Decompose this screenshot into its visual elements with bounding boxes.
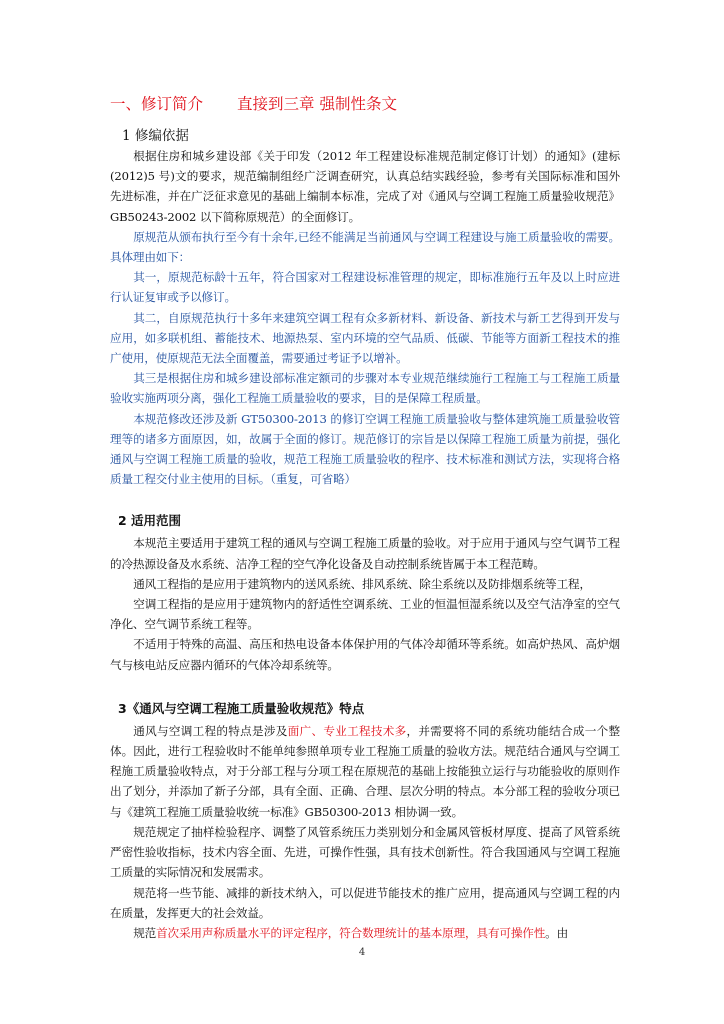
- jump-to-chapter3-link[interactable]: 直接到三章 强制性条文: [237, 95, 397, 113]
- heading-main: 一、修订简介: [110, 95, 204, 113]
- document-page: [110, 88, 620, 943]
- highlight-text: 首次采用声称质量水平的评定程序，符合数理统计的基本原理，具有可操作性: [156, 925, 546, 940]
- section1-para2: 原规范从颁布执行至今有十余年,已经不能满足当前通风与空调工程建设与施工质量验收的需要。具体理由如下：: [110, 229, 620, 265]
- section3-para3: 规范将一些节能、减排的新技术纳入，可以促进节能技术的推广应用，提高通风与空调工程的内在质量，发挥更大的社会效益。: [110, 885, 620, 920]
- section1-title: 1 修编依据: [122, 128, 189, 144]
- section3-para2: 规范规定了抽样检验程序、调整了风管系统压力类别划分和金属风管板材厚度、提高了风管系统严密性验收指标，技术内容全面、先进，可操作性强，具有技术创新性。符合我国通风与空调工程施工质量的实际情况和发展需求。: [110, 824, 620, 880]
- section2-para4: 不适用于特殊的高温、高压和热电设备本体保护用的气体冷却循环等系统。如高炉热风、高炉烟气与核电站反应器内循环的气体冷却系统等。: [110, 637, 620, 672]
- section1-para5: 其三是根据住房和城乡建设部标准定额司的步骤对本专业规范继续施行工程施工与工程施工质量验收实施两项分离，强化工程施工质量验收的要求，目的是保障工程质量。: [110, 371, 620, 406]
- section1-para3: 其一，原规范标龄十五年，符合国家对工程建设标准管理的规定，即标准施行五年及以上时应进行认证复审或予以修订。: [110, 270, 620, 305]
- section1-para1: 根据住房和城乡建设部《关于印发（2012 年工程建设标准规范制定修订计划）的通知》(建标(2012)5 号)文的要求，规范编制组经广泛调查研究，认真总结实践经验，参考有关国际标准和国外先进标准，并在广泛征求意见的基础上编制本标准，完成了对《通风与空调工程施工质量验收规范》GB50243-2002 以下简称原规范）的全面修订。: [110, 149, 620, 224]
- highlight-text: 面广、专业工程技术多: [287, 723, 407, 738]
- section2-para2: 通风工程指的是应用于建筑物内的送风系统、排风系统、除尘系统以及防排烟系统等工程，: [133, 576, 591, 591]
- chapter-heading: [110, 92, 620, 114]
- section2-title: 2 适用范围: [118, 513, 182, 529]
- section3-title: 3《通风与空调工程施工质量验收规范》特点: [118, 700, 365, 716]
- section2-para3: 空调工程指的是应用于建筑物内的舒适性空调系统、工业的恒温恒湿系统以及空气洁净室的空气净化、空气调节系统工程等。: [110, 597, 620, 632]
- section3-para4: 规范首次采用声称质量水平的评定程序，符合数理统计的基本原理，具有可操作性。由: [133, 925, 569, 940]
- section3-para1: 通风与空调工程的特点是涉及面广、专业工程技术多，并需要将不同的系统功能结合成一个整体。因此，进行工程验收时不能单纯参照单项专业工程施工质量的验收方法。规范结合通风与空调工程施工质量验收特点，对于分部工程与分项工程在原规范的基础上按能独立运行与功能验收的原则作出了划分，并添加了新子分部，具有全面、正确、合理、层次分明的特点。本分部工程的验收分项已与《建筑工程施工质量验收统一标准》GB50300-2013 相协调一致。: [110, 723, 620, 819]
- section1-para4: 其二，自原规范执行十多年来建筑空调工程有众多新材料、新设备、新技术与新工艺得到开发与应用，如多联机组、蓄能技术、地源热泵、室内环境的空气品质、低碳、节能等方面新工程技术的推广使用，使原规范无法全面覆盖，需要通过考证予以增补。: [110, 310, 620, 366]
- section2-para1: 本规范主要适用于建筑工程的通风与空调工程施工质量的验收。对于应用于通风与空气调节工程的冷热源设备及水系统、洁净工程的空气净化设备及自动控制系统皆属于本工程范畴。: [110, 536, 620, 571]
- section1-para6: 本规范修改还涉及新 GT50300-2013 的修订空调工程施工质量验收与整体建筑施工质量验收管理等的诸多方面原因，如，故属于全面的修订。规范修订的宗旨是以保障工程施工质量为前提，强化通风与空调工程施工质量的验收，规范工程施工质量验收的程序、技术标准和测试方法，实现将合格质量工程交付业主使用的目标。（重复，可省略）: [110, 411, 620, 487]
- page-number: 4: [358, 947, 366, 958]
